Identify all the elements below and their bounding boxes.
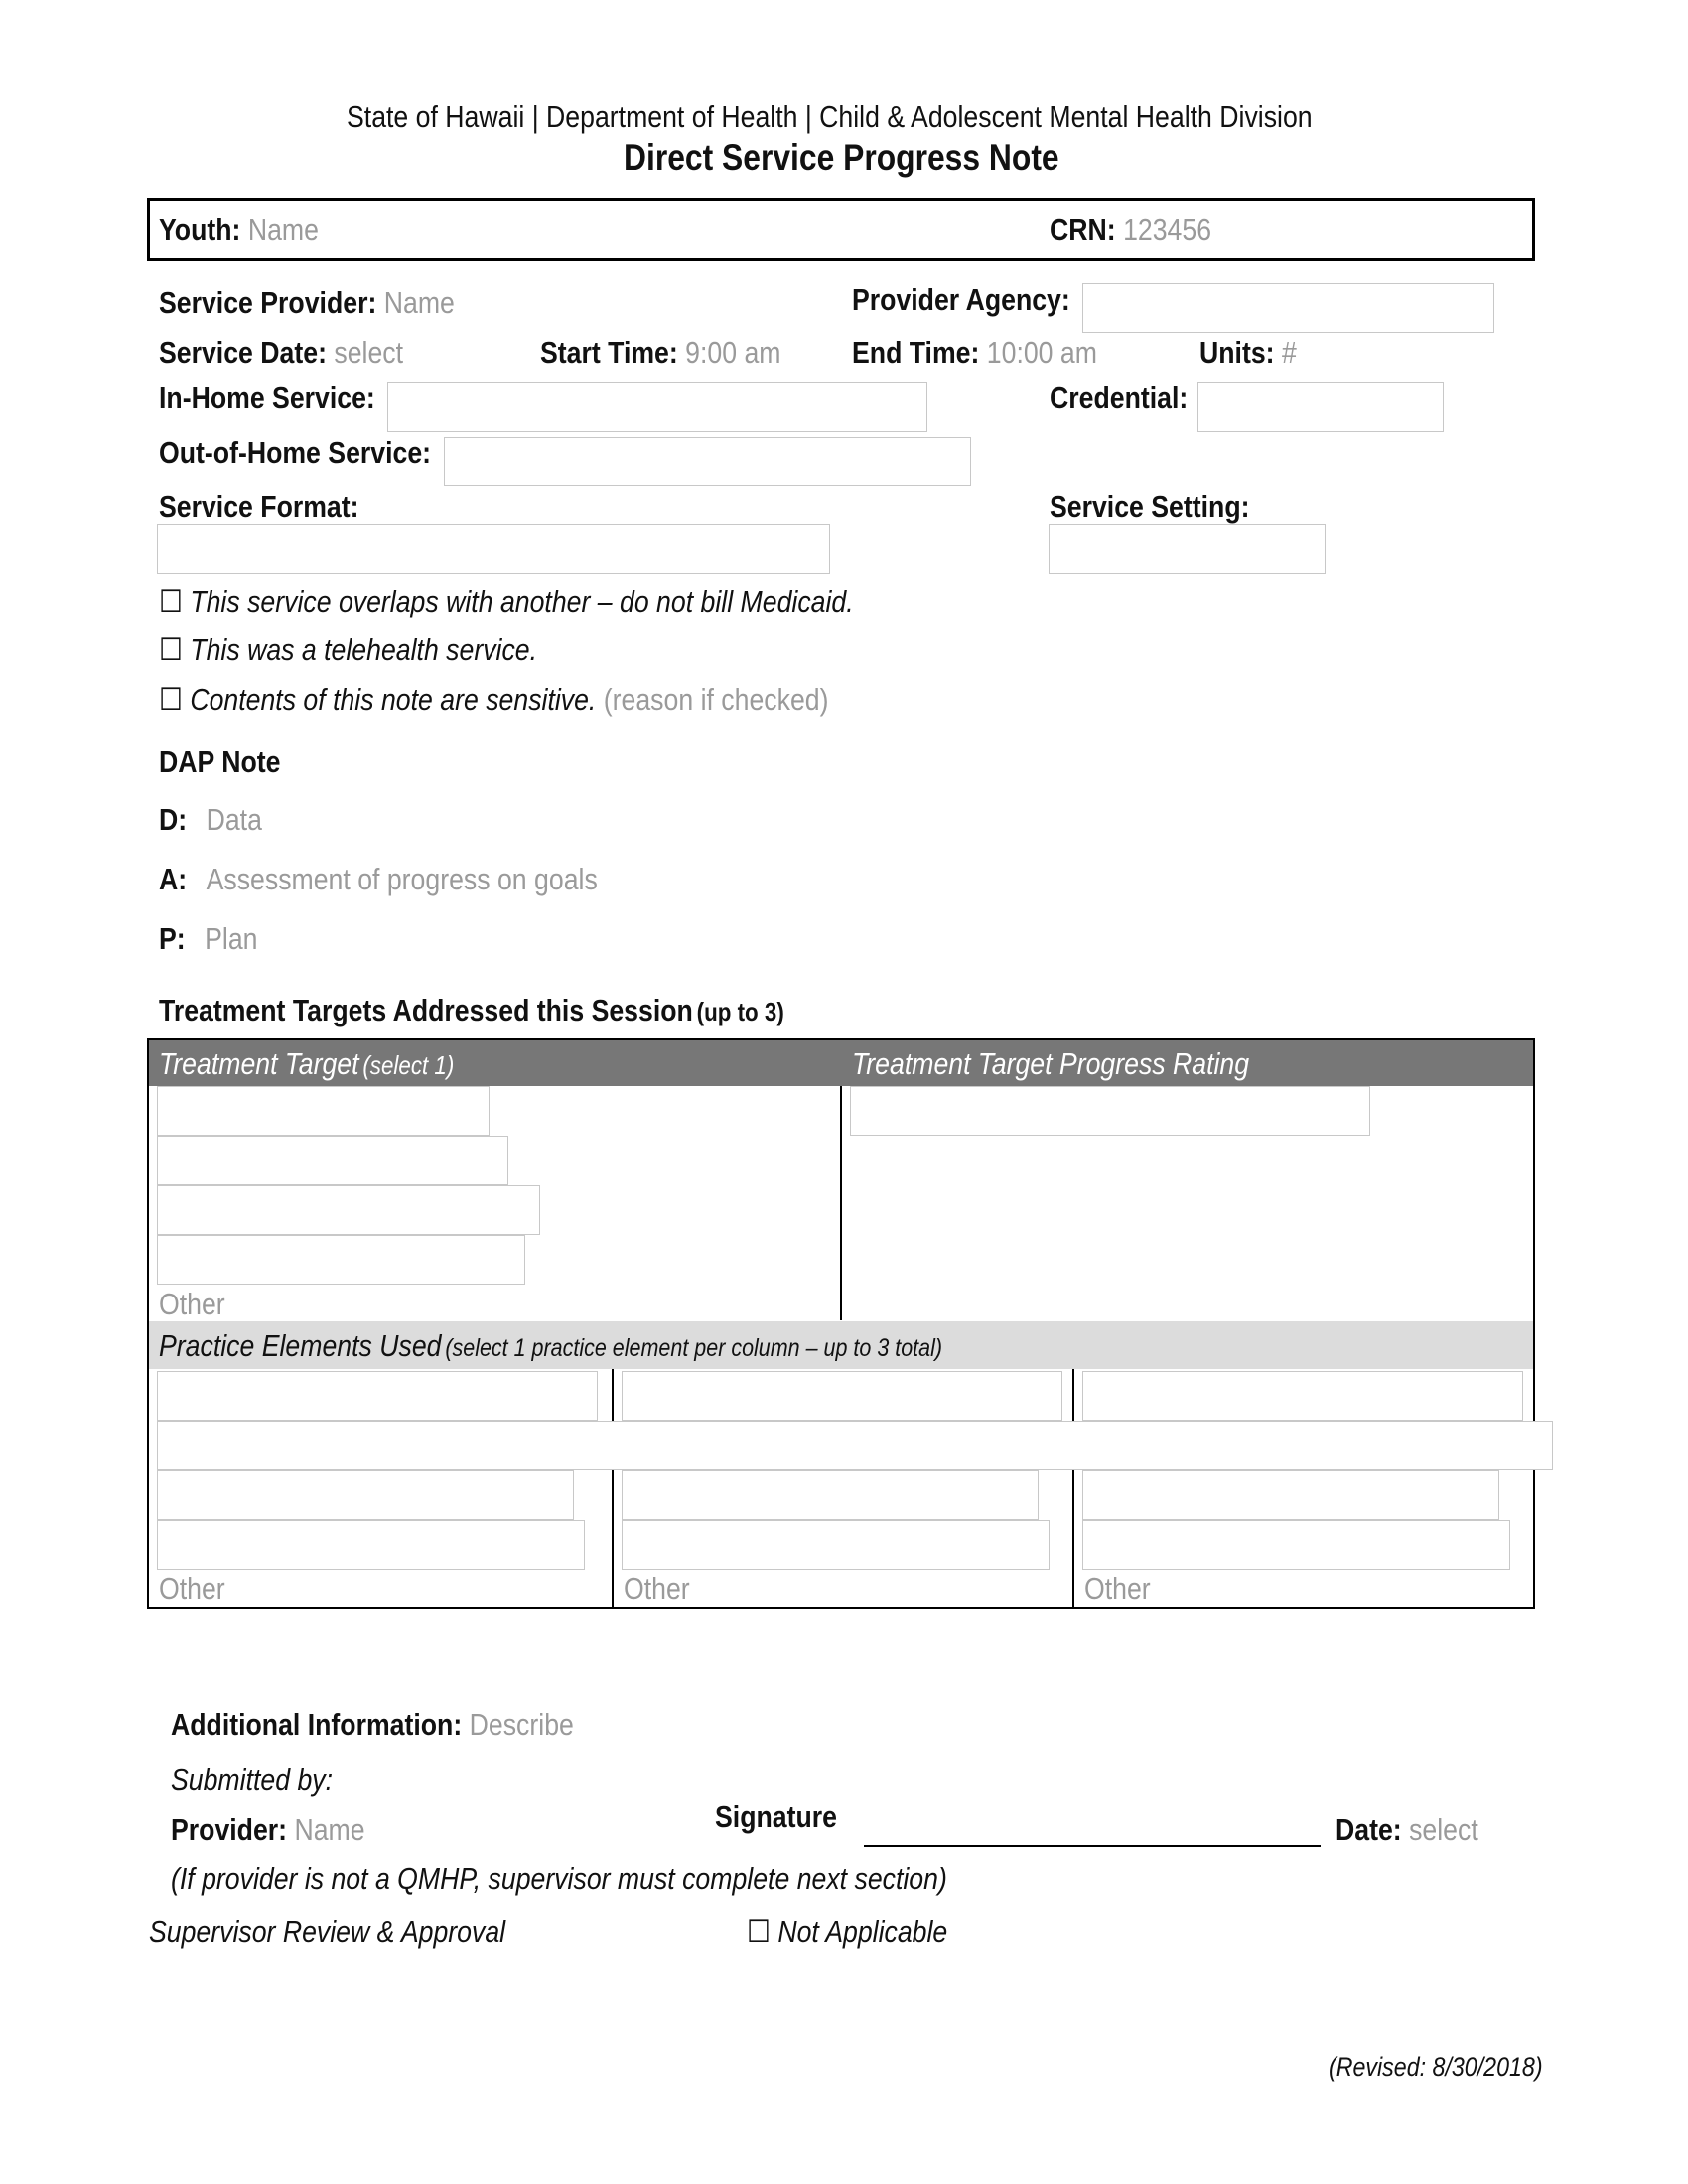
dap-p-label: P: (159, 921, 186, 956)
treatment-target-select-4[interactable] (157, 1235, 525, 1285)
in-home-service-label: In-Home Service: (159, 380, 375, 415)
telehealth-checkbox[interactable]: ☐ (159, 632, 183, 667)
not-applicable-row (747, 1914, 947, 1950)
footer-date-row (1336, 1812, 1478, 1847)
dap-a-label: A: (159, 862, 188, 896)
service-provider-label: Service Provider: (159, 285, 377, 320)
signature-label: Signature (715, 1799, 837, 1834)
practice-element-col3-select-3[interactable] (1082, 1470, 1499, 1520)
practice-other-col2-field[interactable]: Other (624, 1571, 690, 1606)
sensitive-row (159, 682, 828, 718)
provider-agency-field[interactable] (1082, 283, 1494, 333)
practice-element-col2-select-4[interactable] (622, 1520, 1050, 1570)
treatment-target-header: Treatment Target (159, 1046, 359, 1081)
start-time-row (540, 336, 781, 371)
treatment-target-select-2[interactable] (157, 1136, 508, 1185)
practice-header-text: Practice Elements Used (159, 1328, 442, 1363)
signature-line[interactable] (864, 1845, 1321, 1847)
revised-date: (Revised: 8/30/2018) (1329, 2052, 1543, 2082)
footer-date-label: Date: (1336, 1812, 1402, 1846)
additional-info-label: Additional Information: (171, 1707, 463, 1742)
targets-col1-header (159, 1046, 454, 1082)
treatment-target-select-3[interactable] (157, 1185, 540, 1235)
practice-element-col3-select-1[interactable] (1082, 1371, 1523, 1421)
practice-element-wide-select[interactable] (157, 1421, 1553, 1470)
targets-col2-header: Treatment Target Progress Rating (852, 1046, 1250, 1081)
service-format-field[interactable] (157, 524, 830, 574)
sensitive-reason-field[interactable]: (reason if checked) (603, 682, 829, 717)
telehealth-row (159, 632, 537, 668)
practice-other-col1-field[interactable]: Other (159, 1571, 225, 1606)
not-applicable-checkbox[interactable]: ☐ (747, 1914, 771, 1949)
footer-provider-label: Provider: (171, 1812, 288, 1846)
submitted-by-label: Submitted by: (171, 1762, 334, 1797)
service-provider-field[interactable]: Name (383, 285, 455, 320)
additional-info-field[interactable]: Describe (469, 1707, 574, 1742)
service-provider-row (159, 285, 455, 321)
dap-heading: DAP Note (159, 745, 281, 779)
credential-field[interactable] (1197, 382, 1444, 432)
service-date-field[interactable]: select (334, 336, 404, 370)
youth-name-field[interactable]: Name (247, 212, 319, 247)
not-applicable-label: Not Applicable (777, 1914, 948, 1949)
dap-d-row (159, 802, 262, 838)
end-time-row (852, 336, 1097, 371)
practice-element-col1-select-1[interactable] (157, 1371, 598, 1421)
end-time-label: End Time: (852, 336, 980, 370)
footer-provider-field[interactable]: Name (294, 1812, 365, 1846)
targets-heading-text: Treatment Targets Addressed this Session (159, 993, 693, 1027)
practice-element-col1-select-4[interactable] (157, 1520, 585, 1570)
treatment-target-note: (select 1) (362, 1050, 455, 1080)
dap-assessment-field[interactable]: Assessment of progress on goals (206, 862, 598, 896)
overlap-row (159, 584, 854, 619)
credential-label: Credential: (1050, 380, 1189, 415)
units-field[interactable]: # (1281, 336, 1297, 370)
service-setting-label: Service Setting: (1050, 489, 1250, 524)
start-time-field[interactable]: 9:00 am (685, 336, 781, 370)
crn-field[interactable]: 123456 (1123, 212, 1212, 247)
additional-info-row (171, 1707, 574, 1743)
out-home-service-field[interactable] (444, 437, 971, 486)
service-date-label: Service Date: (159, 336, 327, 370)
dap-p-row (159, 921, 257, 957)
targets-heading-note: (up to 3) (696, 997, 784, 1026)
sensitive-checkbox[interactable]: ☐ (159, 682, 183, 717)
progress-rating-select[interactable] (850, 1086, 1370, 1136)
dap-plan-field[interactable]: Plan (205, 921, 258, 956)
treatment-target-other-field[interactable]: Other (159, 1287, 225, 1321)
footer-date-field[interactable]: select (1409, 1812, 1478, 1846)
crn-label: CRN: (1050, 212, 1116, 247)
practice-header (159, 1328, 942, 1364)
practice-element-col2-select-1[interactable] (622, 1371, 1062, 1421)
practice-header-note: (select 1 practice element per column – up to 3 total) (445, 1334, 943, 1362)
practice-divider-2 (1072, 1369, 1074, 1607)
service-format-label: Service Format: (159, 489, 359, 524)
practice-element-col3-select-4[interactable] (1082, 1520, 1510, 1570)
dap-data-field[interactable]: Data (206, 802, 262, 837)
crn-row (1050, 212, 1211, 248)
overlap-checkbox[interactable]: ☐ (159, 584, 183, 618)
practice-element-col2-select-3[interactable] (622, 1470, 1039, 1520)
service-date-row (159, 336, 403, 371)
out-home-service-label: Out-of-Home Service: (159, 435, 432, 470)
treatment-target-select-1[interactable] (157, 1086, 490, 1136)
youth-box (147, 198, 1535, 261)
targets-column-divider (840, 1086, 842, 1320)
page-title: Direct Service Progress Note (624, 137, 1059, 178)
telehealth-label: This was a telehealth service. (190, 632, 538, 667)
dap-a-row (159, 862, 598, 897)
in-home-service-field[interactable] (387, 382, 927, 432)
supervisor-review-label: Supervisor Review & Approval (149, 1914, 506, 1949)
provider-agency-label: Provider Agency: (852, 282, 1070, 317)
practice-other-col3-field[interactable]: Other (1084, 1571, 1151, 1606)
org-line: State of Hawaii | Department of Health | Child & Adolescent Mental Health Division (347, 99, 1313, 134)
overlap-label: This service overlaps with another – do not bill Medicaid. (190, 584, 854, 618)
youth-row (159, 212, 319, 248)
dap-d-label: D: (159, 802, 188, 837)
units-label: Units: (1199, 336, 1275, 370)
footer-provider-row (171, 1812, 365, 1847)
start-time-label: Start Time: (540, 336, 678, 370)
practice-divider-1 (612, 1369, 614, 1607)
units-row (1199, 336, 1297, 371)
practice-element-col1-select-3[interactable] (157, 1470, 574, 1520)
targets-heading (159, 993, 784, 1028)
end-time-field[interactable]: 10:00 am (986, 336, 1097, 370)
service-setting-field[interactable] (1049, 524, 1326, 574)
qmhp-note: (If provider is not a QMHP, supervisor must complete next section) (171, 1861, 947, 1896)
sensitive-label: Contents of this note are sensitive. (190, 682, 597, 717)
youth-label: Youth: (159, 212, 241, 247)
